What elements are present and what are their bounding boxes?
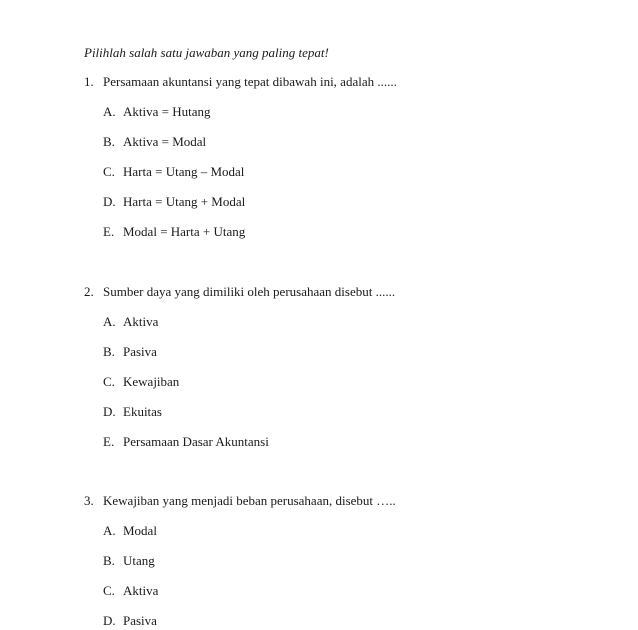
question-stem — [84, 74, 604, 90]
option-text: Aktiva = Hutang — [123, 104, 211, 119]
answer-option-c — [84, 164, 604, 180]
option-letter: C. — [103, 164, 115, 179]
option-letter: D. — [103, 613, 116, 628]
answer-option-b — [84, 344, 604, 360]
instruction-text: Pilihlah salah satu jawaban yang paling tepat! — [84, 45, 329, 60]
question-text: Persamaan akuntansi yang tepat dibawah ini, adalah ...... — [103, 74, 397, 89]
answer-option-a — [84, 523, 604, 539]
option-letter: A. — [103, 104, 116, 119]
answer-option-a — [84, 314, 604, 330]
answer-option-e — [84, 224, 604, 240]
option-text: Ekuitas — [123, 404, 162, 419]
answer-option-c — [84, 374, 604, 390]
question-number: 2. — [84, 284, 94, 299]
question-number: 3. — [84, 493, 94, 508]
option-letter: A. — [103, 314, 116, 329]
question-text: Sumber daya yang dimiliki oleh perusahaan disebut ...... — [103, 284, 396, 299]
option-text: Aktiva — [123, 583, 159, 598]
option-letter: C. — [103, 374, 115, 389]
question-text: Kewajiban yang menjadi beban perusahaan, disebut ….. — [103, 493, 396, 508]
option-text: Aktiva — [123, 314, 159, 329]
option-text: Harta = Utang + Modal — [123, 194, 246, 209]
answer-option-d — [84, 613, 604, 629]
option-text: Harta = Utang – Modal — [123, 164, 245, 179]
option-text: Utang — [123, 553, 155, 568]
answer-options — [84, 104, 604, 240]
question-2 — [84, 284, 604, 464]
answer-option-d — [84, 194, 604, 210]
answer-option-e — [84, 434, 604, 450]
option-letter: B. — [103, 134, 115, 149]
question-stem — [84, 284, 604, 300]
question-number: 1. — [84, 74, 94, 89]
question-1 — [84, 74, 604, 254]
option-letter: B. — [103, 553, 115, 568]
question-stem — [84, 493, 604, 509]
option-text: Modal — [123, 523, 157, 538]
option-letter: B. — [103, 344, 115, 359]
option-text: Modal = Harta + Utang — [123, 224, 246, 239]
option-text: Pasiva — [123, 344, 157, 359]
option-letter: D. — [103, 404, 116, 419]
answer-option-a — [84, 104, 604, 120]
option-text: Kewajiban — [123, 374, 180, 389]
option-letter: E. — [103, 224, 115, 239]
answer-option-b — [84, 553, 604, 569]
answer-options — [84, 314, 604, 450]
option-text: Pasiva — [123, 613, 157, 628]
option-letter: D. — [103, 194, 116, 209]
option-text: Aktiva = Modal — [123, 134, 207, 149]
option-letter: C. — [103, 583, 115, 598]
answer-option-c — [84, 583, 604, 599]
option-letter: E. — [103, 434, 115, 449]
answer-options — [84, 523, 604, 629]
option-letter: A. — [103, 523, 116, 538]
answer-option-b — [84, 134, 604, 150]
answer-option-d — [84, 404, 604, 420]
option-text: Persamaan Dasar Akuntansi — [123, 434, 269, 449]
question-3 — [84, 493, 604, 630]
